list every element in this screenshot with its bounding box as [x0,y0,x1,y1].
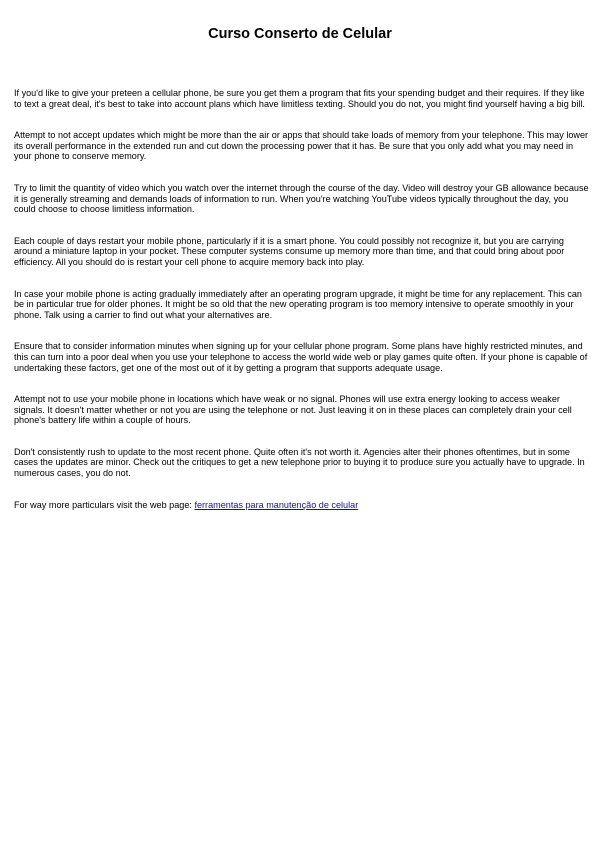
page-title: Curso Conserto de Celular [208,26,392,42]
footer-paragraph [14,500,592,511]
paragraph-7: Attempt not to use your mobile phone in locations which have weak or no signal. Phones will use extra energy looking to access weaker signals. It doesn't matter whether or not you are using the telephone or not. Just leaving it on in these places can completely drain your cell phone's battery life within a couple of hours. [14,394,572,426]
paragraph-5: In case your mobile phone is acting gradually immediately after an operating program upgrade, it might be time for any replacement. This can be in particular true for older phones. It might be so old that the new operating program is too memory intensive to operate smoothly in your phone. Talk using a carrier to find out what your alternatives are. [14,288,582,320]
paragraph-6: Ensure that to consider information minutes when signing up for your cellular phone program. Some plans have highly restricted minutes, and this can turn into a poor deal when you use your telephone to access the world wide web or play games quite often. If your phone is capable of undertaking these factors, get one of the most out of it by getting a program that supports adequate usage. [14,341,588,373]
paragraph-2: Attempt to not accept updates which might be more than the air or apps that should take loads of memory from your telephone. This may lower its overall performance in the extended run and cut down the processing power that it has. Be sure that you only add what you may need in your phone to conserve memory. [14,130,589,162]
footer-prefix: For way more particulars visit the web page: [14,499,195,510]
paragraph-1: If you'd like to give your preteen a cellular phone, be sure you get them a program that fits your spending budget and their requires. If they like to text a great deal, it's best to take into account plans which have limitless texting. Should you do not, you might find yourself having a big bill. [14,88,585,109]
paragraph-3: Try to limit the quantity of video which you watch over the internet through the course of the day. Video will destroy your GB allowance because it is generally streaming and demands loads of information to run. When you're watching YouTube videos typically throughout the day, you could choose to choose limitless information. [14,182,589,215]
paragraph-8: Don't consistently rush to update to the most recent phone. Quite often it's not worth it. Agencies alter their phones oftentimes, but in some cases the updates are minor. Check out the critiques to get a new telephone prior to buying it to produce sure you actually have to upgrade. In numerous cases, you do not. [14,446,585,479]
footer-link[interactable]: ferramentas para manutenção de celular [194,499,359,510]
document-body [14,88,592,531]
paragraph-4: Each couple of days restart your mobile phone, particularly if it is a smart phone. You could possibly not recognize it, but you are carrying around a miniature laptop in your pocket. These computer systems consume up memory more than time, and that could bring about poor efficiency. All you should do is restart your cell phone to acquire memory back into play. [14,235,565,267]
